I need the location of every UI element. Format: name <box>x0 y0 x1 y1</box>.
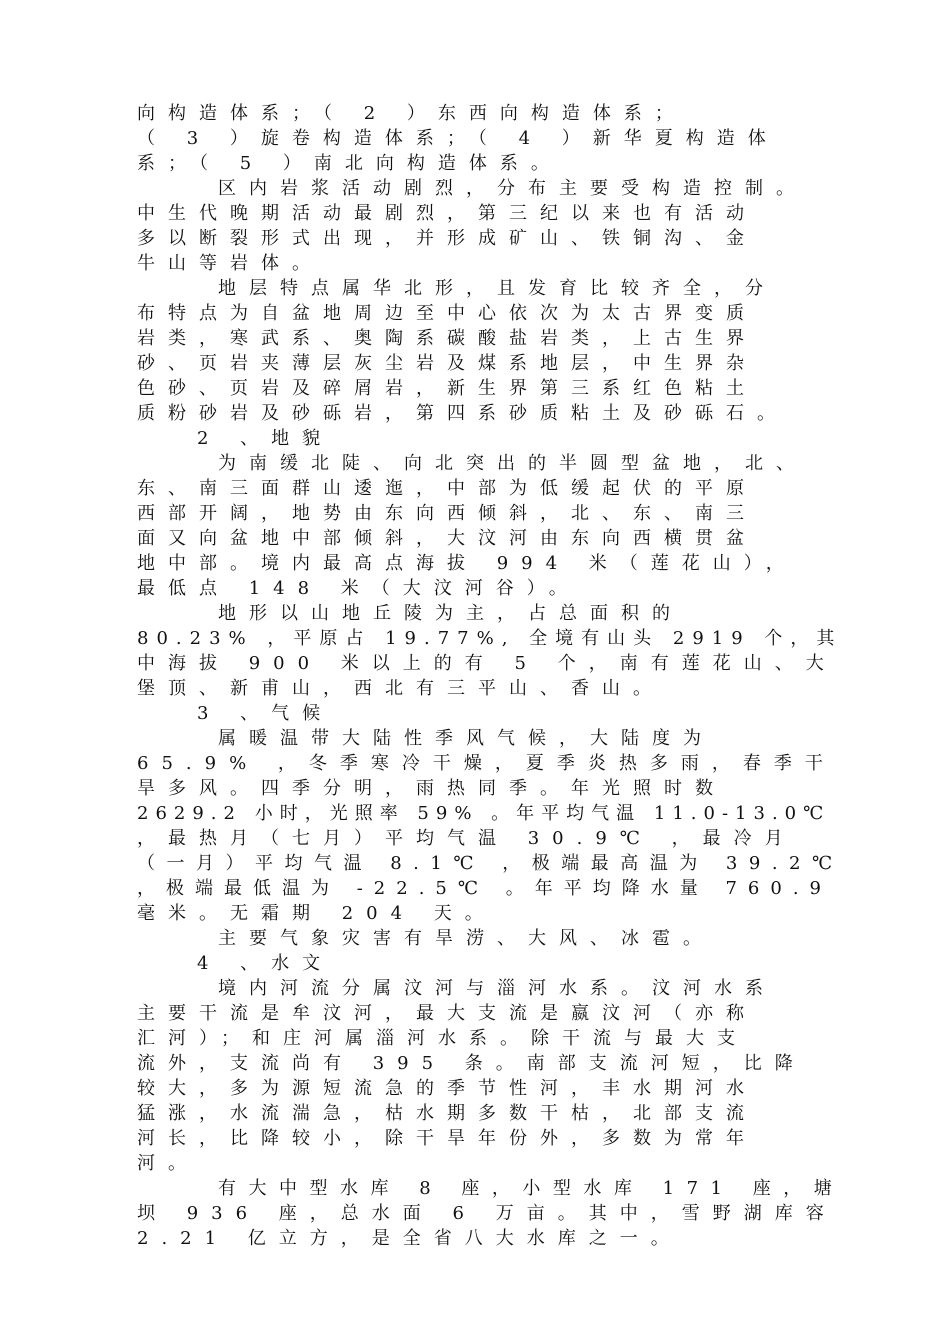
text-line: 多以断裂形式出现，并形成矿山、铁铜沟、金 <box>137 228 757 249</box>
text-line: 坝 936 座，总水面 6 万亩。其中，雪野湖库容 <box>137 1203 837 1224</box>
paragraph-start-line: 为南缓北陡、向北突出的半圆型盆地，北、 <box>218 453 807 474</box>
section-heading-hydrology: 4 、水文 <box>197 953 334 974</box>
text-line: ，最热月（七月）平均气温 30.9℃ ，最冷月 <box>137 828 796 849</box>
text-line: 岩类，寒武系、奥陶系碳酸盐岩类，上古生界 <box>137 328 757 349</box>
text-line: 旱多风。四季分明，雨热同季。年光照时数 <box>137 778 726 799</box>
text-line: 2.21 亿立方，是全省八大水库之一。 <box>137 1228 682 1249</box>
text-line: 猛涨，水流湍急，枯水期多数干枯，北部支流 <box>137 1103 757 1124</box>
text-line: 系；（ 5 ）南北向构造体系。 <box>137 153 562 174</box>
paragraph-start-line: 属暖温带大陆性季风气候，大陆度为 <box>218 728 714 749</box>
paragraph-start-line: 地形以山地丘陵为主，占总面积的 <box>218 603 683 624</box>
text-line: 色砂、页岩及碎屑岩，新生界第三系红色粘土 <box>137 378 757 399</box>
text-line: 质粉砂岩及砂砾岩，第四系砂质粘土及砂砾石。 <box>137 403 788 424</box>
text-line: 向构造体系；（ 2 ）东西向构造体系； <box>137 103 686 124</box>
text-line: 堡顶、新甫山，西北有三平山、香山。 <box>137 678 664 699</box>
paragraph-start-line: 地层特点属华北形，且发育比较齐全，分 <box>218 278 776 299</box>
text-line: 中生代晚期活动最剧烈，第三纪以来也有活动 <box>137 203 757 224</box>
text-line: 西部开阔，地势由东向西倾斜，北、东、南三 <box>137 503 757 524</box>
text-line: 面又向盆地中部倾斜，大汶河由东向西横贯盆 <box>137 528 757 549</box>
text-line: （一月）平均气温 8.1℃ ，极端最高温为 39.2℃ <box>137 853 844 874</box>
text-line: 牛山等岩体。 <box>137 253 323 274</box>
paragraph-start-line: 主要气象灾害有旱涝、大风、冰雹。 <box>218 928 714 949</box>
text-line: 流外，支流尚有 395 条。南部支流河短，比降 <box>137 1053 806 1074</box>
text-line: ，极端最低温为 -22.5℃ 。年平均降水量 760.9 <box>137 878 832 899</box>
section-heading-landform: 2 、地貌 <box>197 428 334 449</box>
text-line: 河长，比降较小，除干旱年份外，多数为常年 <box>137 1128 757 1149</box>
paragraph-start-line: 区内岩浆活动剧烈，分布主要受构造控制。 <box>218 178 807 199</box>
text-line: 较大，多为源短流急的季节性河，丰水期河水 <box>137 1078 757 1099</box>
text-line: 东、南三面群山逶迤，中部为低缓起伏的平原 <box>137 478 757 499</box>
text-line: 地中部。境内最高点海拔 994 米（莲花山）， <box>137 553 797 574</box>
text-line: 布特点为自盆地周边至中心依次为太古界变质 <box>137 303 757 324</box>
paragraph-start-line: 境内河流分属汶河与淄河水系。汶河水系 <box>218 978 776 999</box>
text-line: 2629.2 小时，光照率 59% 。年平均气温 11.0-13.0℃ <box>137 803 831 824</box>
text-line: （ 3 ）旋卷构造体系；（ 4 ）新华夏构造体 <box>137 128 779 149</box>
section-heading-climate: 3 、气候 <box>197 703 334 724</box>
paragraph-start-line: 有大中型水库 8 座，小型水库 171 座，塘 <box>218 1178 845 1199</box>
text-line: 中海拔 900 米以上的有 5 个，南有莲花山、大 <box>137 653 837 674</box>
text-line: 毫米。无霜期 204 天。 <box>137 903 496 924</box>
text-line: 最低点 148 米（大汶河谷）。 <box>137 578 580 599</box>
text-line: 主要干流是牟汶河，最大支流是嬴汶河（亦称 <box>137 1003 757 1024</box>
text-line: 80.23% ，平原占 19.77%, 全境有山头 2919 个，其 <box>137 628 843 649</box>
text-line: 河。 <box>137 1153 199 1174</box>
text-line: 65.9% ，冬季寒冷干燥，夏季炎热多雨，春季干 <box>137 753 836 774</box>
text-line: 砂、页岩夹薄层灰尘岩及煤系地层，中生界杂 <box>137 353 757 374</box>
text-line: 汇河）；和庄河属淄河水系。除干流与最大支 <box>137 1028 748 1049</box>
